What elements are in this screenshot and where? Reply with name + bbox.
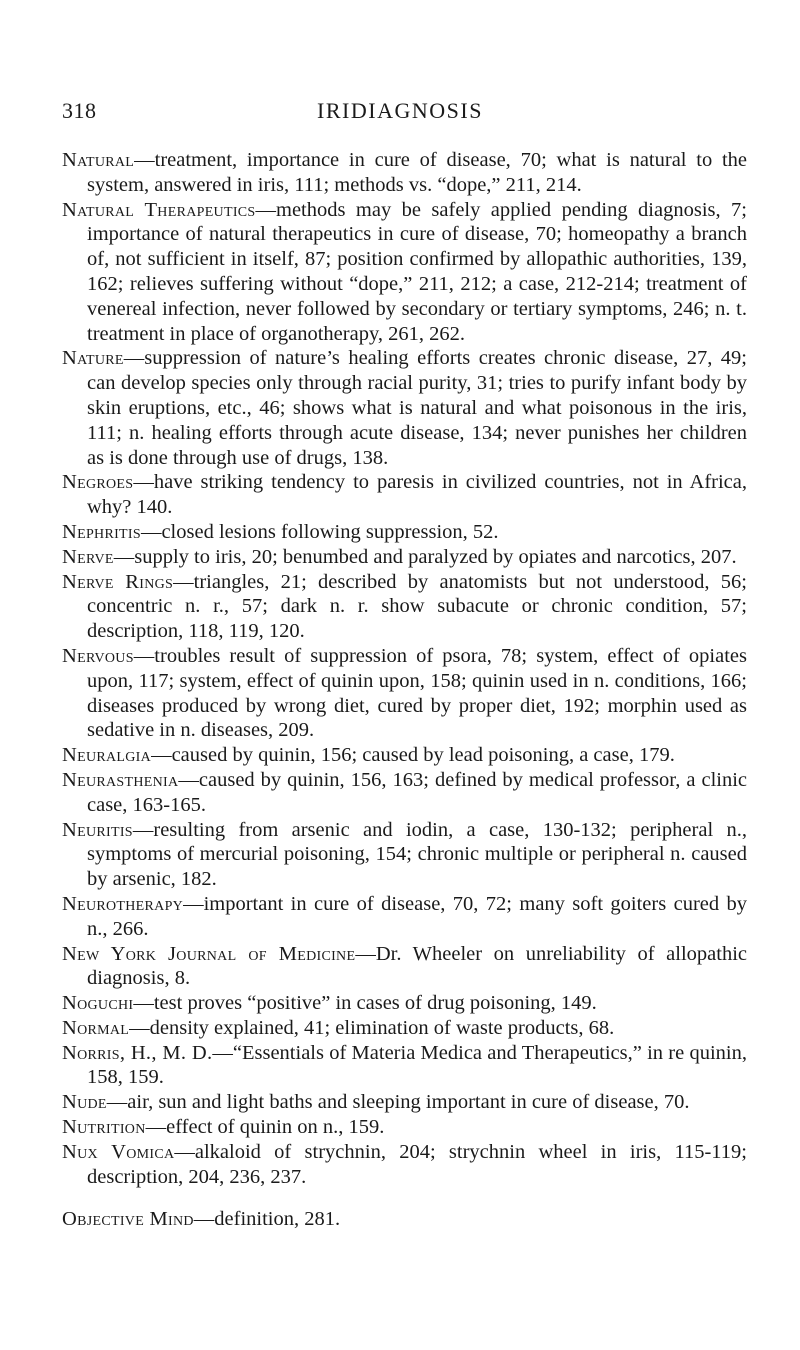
index-entry xyxy=(62,644,747,743)
index-entry xyxy=(62,1115,747,1140)
index-entry xyxy=(62,942,747,992)
entry-text: —definition, 281. xyxy=(193,1208,341,1231)
entry-term: Negroes xyxy=(62,471,134,494)
index-entry xyxy=(62,470,747,520)
entry-text: —“Essentials of Materia Medica and Therapeutics,” in re quinin, 158, 159. xyxy=(87,1041,747,1089)
entry-term: Natural Therapeutics xyxy=(62,198,256,221)
entry-term: Nerve xyxy=(62,545,114,568)
section-gap xyxy=(62,1189,747,1207)
index-entry xyxy=(62,520,747,545)
entry-text: —supply to iris, 20; benumbed and paralyzed by opiates and narcotics, 207. xyxy=(113,545,737,568)
entry-text: —important in cure of disease, 70, 72; many soft goiters cured by n., 266. xyxy=(87,892,747,940)
entry-term: Nervous xyxy=(62,644,134,667)
index-entry xyxy=(62,1207,747,1232)
index-entries xyxy=(62,148,747,1232)
entry-term: New York Journal of Medicine xyxy=(62,942,356,965)
entry-text: —closed lesions following suppression, 52. xyxy=(140,520,499,543)
entry-term: Norris, H., M. D. xyxy=(62,1041,213,1064)
entry-text: —caused by quinin, 156; caused by lead poisoning, a case, 179. xyxy=(151,744,675,767)
entry-term: Nux Vomica xyxy=(62,1140,175,1163)
entry-text: —troubles result of suppression of psora, 78; system, effect of opiates upon, 117; system, effect of quinin upon, 158; quinin used in n. conditions, 166; diseases produced by wrong diet, cured by proper diet, 192; morphin used as sedative in n. diseases, 209. xyxy=(87,644,747,742)
entry-term: Noguchi xyxy=(62,992,134,1015)
index-entry xyxy=(62,991,747,1016)
index-entry xyxy=(62,768,747,818)
entry-term: Objective Mind xyxy=(62,1208,194,1231)
index-entry xyxy=(62,1041,747,1091)
entry-term: Neurotherapy xyxy=(62,892,184,915)
entry-term: Nutrition xyxy=(62,1116,146,1139)
index-entry xyxy=(62,545,747,570)
index-entry xyxy=(62,570,747,644)
index-entry xyxy=(62,346,747,470)
entry-term: Neurasthenia xyxy=(62,768,179,791)
entry-text: —methods may be safely applied pending diagnosis, 7; importance of natural therapeutics in cure of disease, 70; homeopathy a branch of, not sufficient in itself, 87; position confirmed by allopathic authorities, 139, 162; relieves suffering without “dope,” 211, 212; a case, 212-214; treatment of venereal infection, never followed by secondary or tertiary symptoms, 246; n. t. treatment in place of organotherapy, 261, 262. xyxy=(87,198,747,345)
entry-term: Neuritis xyxy=(62,818,133,841)
page-number: 318 xyxy=(62,98,97,123)
index-entry xyxy=(62,1016,747,1041)
index-entry xyxy=(62,1090,747,1115)
entry-text: —air, sun and light baths and sleeping important in cure of disease, 70. xyxy=(106,1091,690,1114)
entry-term: Normal xyxy=(62,1016,130,1039)
entry-term: Nephritis xyxy=(62,520,141,543)
index-entry xyxy=(62,818,747,892)
entry-text: —triangles, 21; described by anatomists but not understood, 56; concentric n. r., 57; dark n. r. show subacute or chronic condition, 57; description, 118, 119, 120. xyxy=(87,570,747,643)
entry-text: —Dr. Wheeler on unreliability of allopathic diagnosis, 8. xyxy=(87,942,747,990)
running-title: IRIDIAGNOSIS xyxy=(317,98,483,123)
entry-text: —caused by quinin, 156, 163; defined by medical professor, a clinic case, 163-165. xyxy=(87,768,747,816)
entry-term: Nerve Rings xyxy=(62,570,174,593)
index-entry xyxy=(62,1140,747,1190)
entry-term: Neuralgia xyxy=(62,744,152,767)
entry-text: —have striking tendency to paresis in civilized countries, not in Africa, why? 140. xyxy=(87,471,747,519)
entry-text: —treatment, importance in cure of disease, 70; what is natural to the system, answered in iris, 111; methods vs. “dope,” 211, 214. xyxy=(87,149,747,196)
entry-term: Natural xyxy=(62,149,135,171)
entry-text: —test proves “positive” in cases of drug poisoning, 149. xyxy=(133,992,597,1015)
index-entry xyxy=(62,198,747,347)
entry-text: —density explained, 41; elimination of waste products, 68. xyxy=(129,1016,615,1039)
index-entry xyxy=(62,892,747,942)
entry-term: Nature xyxy=(62,347,124,370)
entry-text: —alkaloid of strychnin, 204; strychnin wheel in iris, 115-119; description, 204, 236, 237. xyxy=(87,1140,747,1188)
entry-text: —suppression of nature’s healing efforts creates chronic disease, 27, 49; can develop species only through racial purity, 31; tries to purify infant body by skin eruptions, etc., 46; shows what is natural and what poisonous in the iris, 111; n. healing efforts through acute disease, 134; never punishes her children as is done through use of drugs, 138. xyxy=(87,347,747,469)
entry-text: —resulting from arsenic and iodin, a case, 130-132; peripheral n., symptoms of mercurial poisoning, 154; chronic multiple or peripheral n. caused by arsenic, 182. xyxy=(87,818,747,891)
index-entry xyxy=(62,148,747,198)
entry-text: —effect of quinin on n., 159. xyxy=(145,1116,385,1139)
entry-term: Nude xyxy=(62,1091,107,1114)
index-entry xyxy=(62,743,747,768)
